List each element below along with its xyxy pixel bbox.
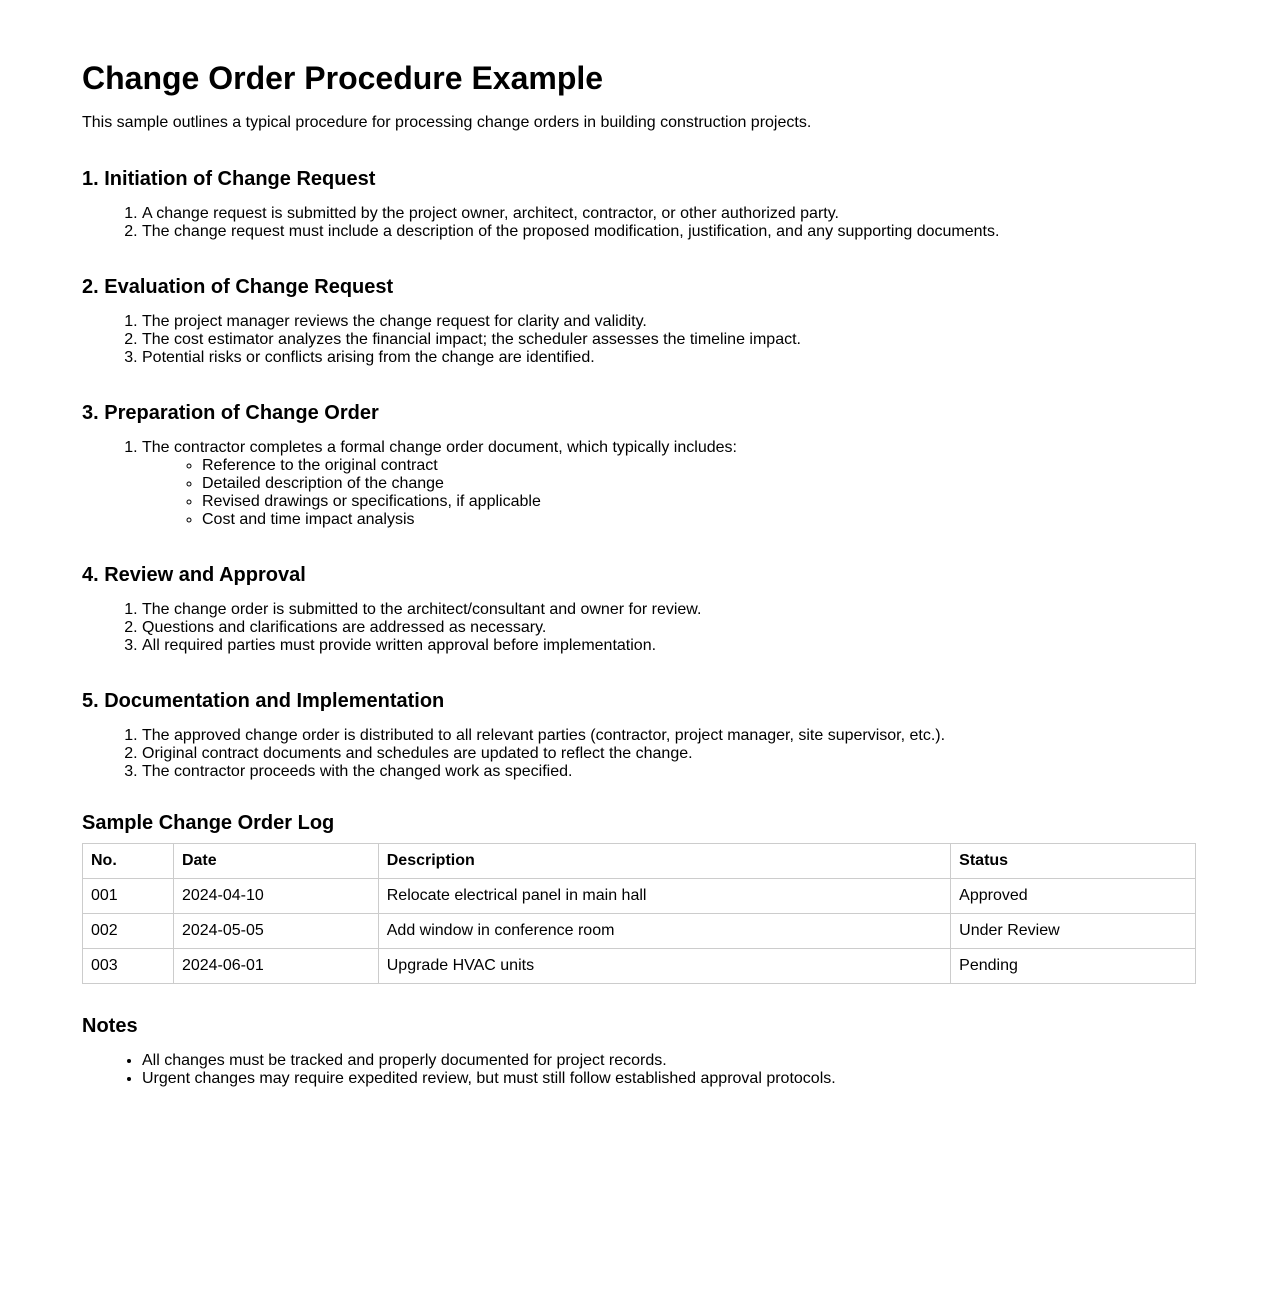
step-list: [82, 601, 1196, 655]
section-review: [82, 563, 1196, 655]
section-heading: 5. Documentation and Implementation: [82, 690, 445, 712]
table-row: [83, 914, 1196, 949]
sub-list: [142, 457, 1196, 529]
sub-list-item: ◦ Cost and time impact analysis: [202, 511, 1196, 529]
change-order-log-table: [82, 843, 1196, 984]
sub-list-item: ◦ Revised drawings or specifications, if applicable: [202, 493, 1196, 511]
list-item: 1. A change request is submitted by the project owner, architect, contractor, or other authorized party.: [142, 205, 1196, 223]
section-initiation: [82, 167, 1196, 241]
document-page: [82, 58, 1196, 1088]
list-item: 1. The approved change order is distributed to all relevant parties (contractor, project manager, site supervisor, etc.).: [142, 727, 1196, 745]
list-item-text: The contractor completes a formal change order document, which typically includes:: [142, 439, 737, 456]
list-item: 2. Questions and clarifications are addressed as necessary.: [142, 619, 1196, 637]
sub-list-item: ◦ Reference to the original contract: [202, 457, 1196, 475]
notes-heading: Notes: [82, 1015, 138, 1037]
section-evaluation: [82, 275, 1196, 367]
list-item: 3. All required parties must provide written approval before implementation.: [142, 637, 1196, 655]
list-item: 3. Potential risks or conflicts arising from the change are identified.: [142, 349, 1196, 367]
log-heading: Sample Change Order Log: [82, 812, 335, 834]
column-header-no: No.: [83, 844, 174, 879]
cell-status: Approved: [951, 879, 1196, 914]
step-list: [82, 439, 1196, 529]
list-item: 3. The contractor proceeds with the changed work as specified.: [142, 763, 1196, 781]
step-list: [82, 205, 1196, 241]
cell-status: Under Review: [951, 914, 1196, 949]
sub-list-item: ◦ Detailed description of the change: [202, 475, 1196, 493]
step-list: [82, 313, 1196, 367]
cell-description: Upgrade HVAC units: [378, 949, 950, 984]
section-heading: 3. Preparation of Change Order: [82, 402, 379, 424]
cell-description: Relocate electrical panel in main hall: [378, 879, 950, 914]
step-list: [82, 727, 1196, 781]
page-title: Change Order Procedure Example: [82, 60, 604, 96]
column-header-status: Status: [951, 844, 1196, 879]
list-item: 2. Original contract documents and schedules are updated to reflect the change.: [142, 745, 1196, 763]
section-documentation: [82, 689, 1196, 781]
cell-date: 2024-06-01: [173, 949, 378, 984]
table-row: [83, 879, 1196, 914]
cell-date: 2024-04-10: [173, 879, 378, 914]
list-item: 2. The cost estimator analyzes the financial impact; the scheduler assesses the timeline impact.: [142, 331, 1196, 349]
column-header-description: Description: [378, 844, 950, 879]
column-header-date: Date: [173, 844, 378, 879]
intro-paragraph: This sample outlines a typical procedure for processing change orders in building construction projects.: [82, 114, 812, 131]
table-row: [83, 949, 1196, 984]
list-item: 1. The change order is submitted to the architect/consultant and owner for review.: [142, 601, 1196, 619]
table-header-row: [83, 844, 1196, 879]
cell-description: Add window in conference room: [378, 914, 950, 949]
note-item: • Urgent changes may require expedited review, but must still follow established approval protocols.: [142, 1070, 1196, 1088]
cell-no: 002: [83, 914, 174, 949]
section-heading: 1. Initiation of Change Request: [82, 168, 376, 190]
section-heading: 2. Evaluation of Change Request: [82, 276, 394, 298]
notes-list: [82, 1052, 1196, 1088]
cell-date: 2024-05-05: [173, 914, 378, 949]
list-item: 2. The change request must include a description of the proposed modification, justification, and any supporting documents.: [142, 223, 1196, 241]
cell-no: 001: [83, 879, 174, 914]
list-item: 1. The project manager reviews the change request for clarity and validity.: [142, 313, 1196, 331]
section-preparation: [82, 401, 1196, 529]
list-item: [142, 439, 1196, 529]
cell-no: 003: [83, 949, 174, 984]
note-item: • All changes must be tracked and properly documented for project records.: [142, 1052, 1196, 1070]
section-heading: 4. Review and Approval: [82, 564, 306, 586]
cell-status: Pending: [951, 949, 1196, 984]
